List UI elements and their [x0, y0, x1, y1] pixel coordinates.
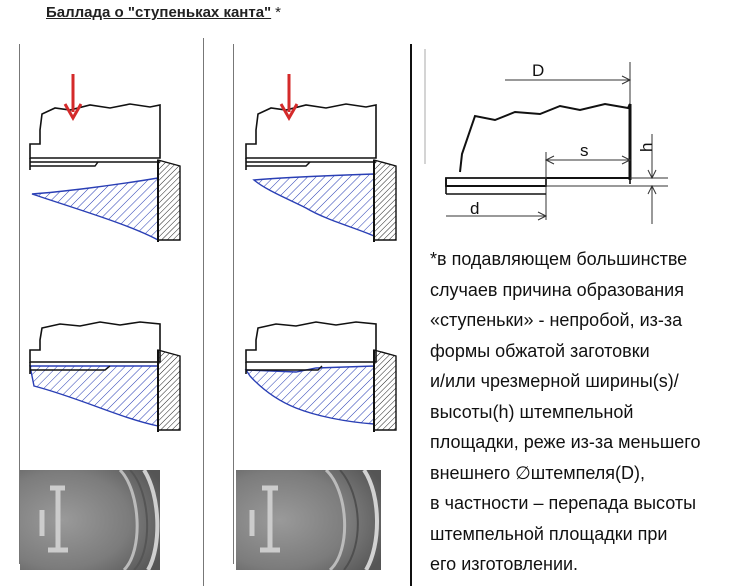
note-line: в частности – перепада высоты	[430, 493, 697, 513]
collar-wall	[158, 160, 180, 240]
note-line: его изготовлении.	[430, 554, 579, 574]
note-line: *в подавляющем большинстве	[430, 249, 688, 269]
flat-fill-hatch	[30, 366, 158, 426]
note-line: внешнего ∅штемпеля(D),	[430, 462, 646, 483]
label-d: d	[470, 199, 480, 218]
note-line: формы обжатой заготовки	[430, 340, 650, 361]
coin-photo-1	[20, 470, 160, 570]
blank-profile	[460, 104, 630, 178]
dimension-diagram	[420, 44, 680, 234]
label-D: D	[532, 61, 545, 80]
note-line: штемпельной площадки при	[430, 523, 668, 544]
note-line: и/или чрезмерной ширины(s)/	[430, 371, 679, 391]
note-line: высоты(h) штемпельной	[430, 401, 634, 422]
explanation-note	[430, 244, 735, 580]
divider-1	[203, 38, 204, 586]
note-line: площадки, реже из-за меньшего	[430, 432, 701, 452]
die-fill-hatch	[32, 178, 158, 240]
title-text: Баллада о "ступеньках канта"	[46, 4, 272, 21]
after-strike-diagram-2	[236, 310, 411, 440]
note-line: «ступеньки» - непробой, из-за	[430, 310, 683, 330]
right-panel-left-guide	[233, 44, 234, 564]
label-h: h	[637, 142, 656, 152]
die-fill-hatch-2	[254, 174, 374, 236]
page-title	[46, 4, 281, 21]
die-strike-diagram-2	[236, 70, 411, 250]
label-s: s	[580, 141, 589, 160]
coin-photo-2	[236, 470, 381, 570]
title-asterisk: *	[275, 4, 281, 21]
after-strike-diagram-1	[20, 310, 200, 440]
die-strike-diagram-1	[20, 70, 200, 250]
blank-outline	[30, 104, 160, 158]
note-line: случаев причина образования	[430, 279, 684, 300]
